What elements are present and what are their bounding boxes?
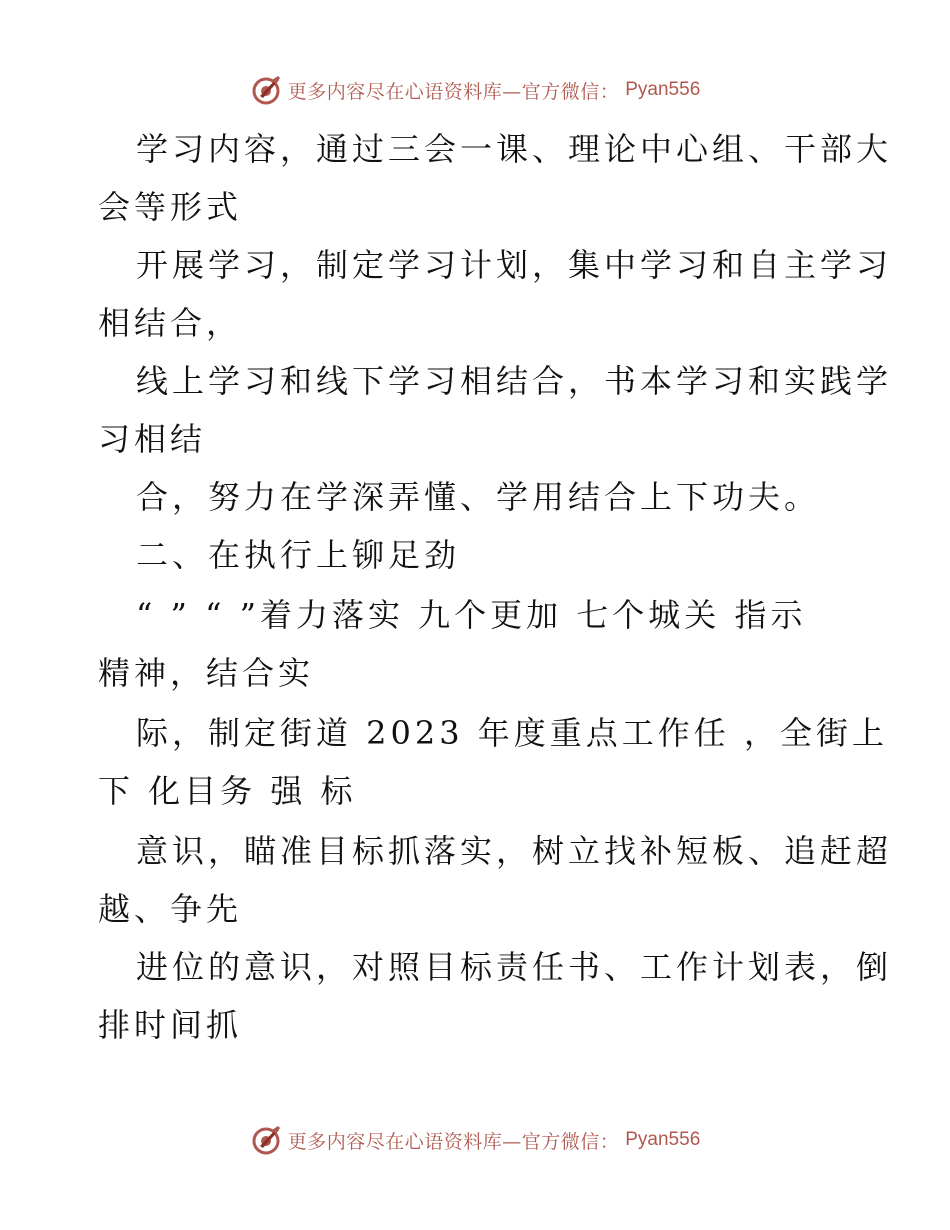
watermark-group bbox=[250, 1124, 701, 1156]
text-line: 学习内容，通过三会一课、理论中心组、干部大 bbox=[136, 130, 893, 168]
header-watermark bbox=[0, 70, 950, 110]
text-line: 际，制定街道 2023 年度重点工作任 ，全街上 bbox=[136, 714, 888, 752]
watermark-wechat-id: Pyan556 bbox=[625, 1129, 701, 1150]
text-line: 合，努力在学深弄懂、学用结合上下功夫。 bbox=[136, 478, 821, 516]
text-line: “ ” “ ”着力落实 九个更加 七个城关 指示 bbox=[136, 596, 807, 634]
text-line: 会等形式 bbox=[98, 188, 243, 226]
text-line: 线上学习和线下学习相结合，书本学习和实践学 bbox=[136, 362, 893, 400]
text-line: 习相结 bbox=[98, 420, 207, 458]
footer-watermark bbox=[0, 1120, 950, 1160]
watermark-wechat-id: Pyan556 bbox=[625, 79, 701, 100]
watermark-text: 更多内容尽在心语资料库—官方微信： bbox=[287, 1130, 620, 1153]
text-line: 开展学习，制定学习计划，集中学习和自主学习 bbox=[136, 246, 893, 284]
text-line: 越、争先 bbox=[98, 890, 243, 928]
section-heading: 二、在执行上铆足劲 bbox=[136, 536, 461, 574]
quill-logo-icon bbox=[250, 1124, 282, 1156]
watermark-text: 更多内容尽在心语资料库—官方微信： bbox=[287, 80, 620, 103]
text-line: 下 化目务 强 标 bbox=[98, 772, 357, 810]
text-line: 精神，结合实 bbox=[98, 654, 315, 692]
text-line: 进位的意识，对照目标责任书、工作计划表，倒 bbox=[136, 948, 893, 986]
text-line: 排时间抓 bbox=[98, 1006, 243, 1044]
watermark-group bbox=[250, 74, 701, 106]
quill-logo-icon bbox=[250, 74, 282, 106]
text-line: 意识，瞄准目标抓落实，树立找补短板、追赶超 bbox=[136, 832, 893, 870]
text-line: 相结合， bbox=[98, 304, 243, 342]
